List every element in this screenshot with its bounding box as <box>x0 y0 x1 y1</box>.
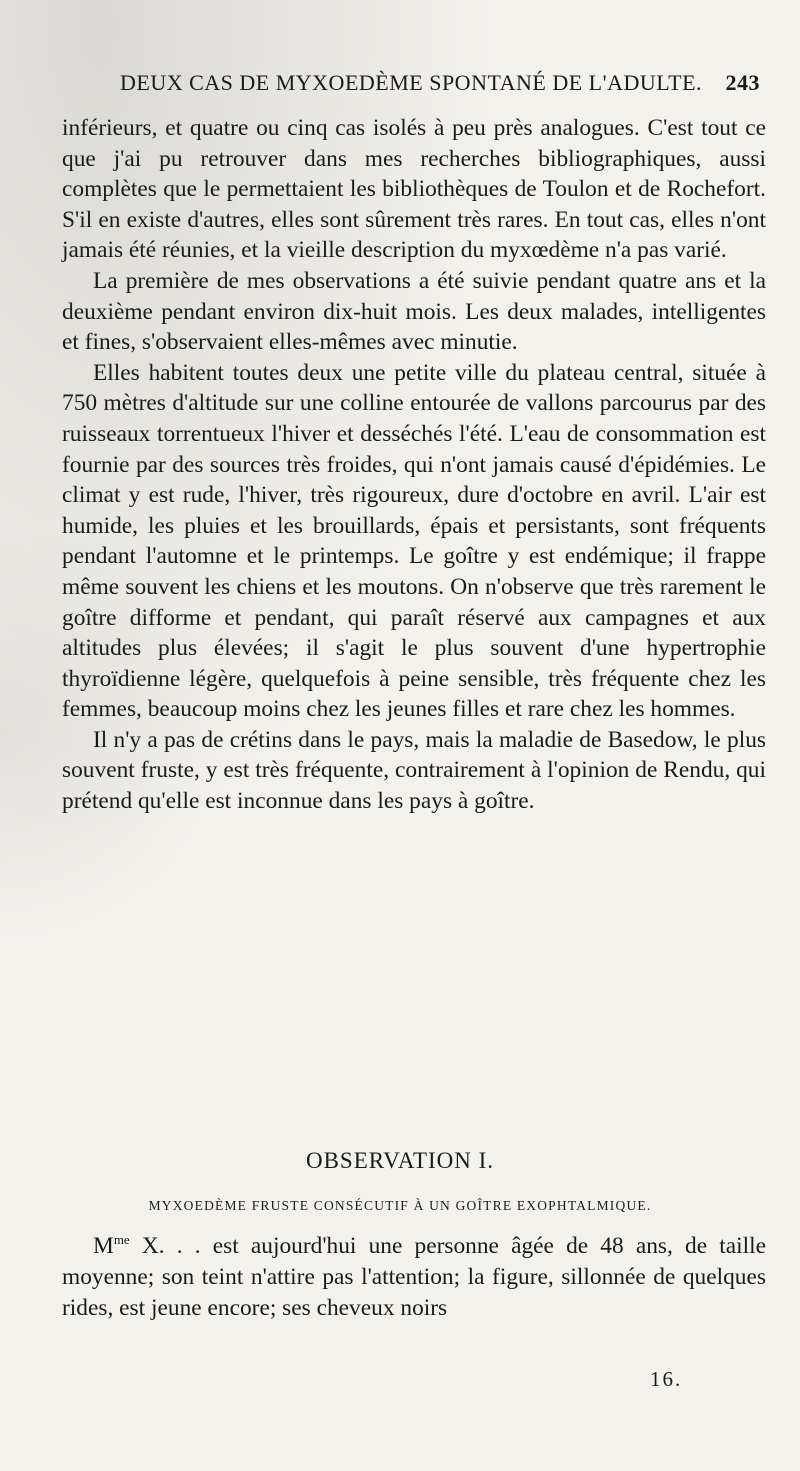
observation-subtitle: MYXOEDÈME FRUSTE CONSÉCUTIF À UN GOÎTRE EXOPHTALMIQUE. <box>148 1198 652 1213</box>
running-title: DEUX CAS DE MYXOEDÈME SPONTANÉ DE L'ADULTE. <box>120 70 703 95</box>
body-text <box>62 113 766 817</box>
paragraph: La première de mes observations a été suivie pendant quatre ans et la deuxième pendant environ dix-huit mois. Les deux malades, intelligentes et fines, s'observaient elles-mêmes avec minutie. <box>62 267 766 356</box>
paragraph: Il n'y a pas de crétins dans le pays, mais la maladie de Basedow, le plus souvent fruste, y est très fréquente, contrairement à l'opinion de Rendu, qui prétend qu'elle est inconnue dans les pays à goître. <box>62 726 766 815</box>
observation-title: OBSERVATION I. <box>305 1148 495 1173</box>
page-number: 243 <box>725 70 760 95</box>
paragraph: Elles habitent toutes deux une petite ville du plateau central, située à 750 mètres d'altitude sur une colline entourée de vallons parcourus par des ruisseaux torrentueux l'hiver et desséchés l'été. L'eau de consommation est fournie par des sources très froides, qui n'ont jamais causé d'épidémies. Le climat y est rude, l'hiver, très rigoureux, dure d'octobre en avril. L'air est humide, les pluies et les brouillards, épais et persistants, sont fréquents pendant l'automne et le printemps. Le goître y est endémique; il frappe même souvent les chiens et les moutons. On n'observe que très rarement le goître difforme et pendant, qui paraît réservé aux campagnes et aux altitudes plus élevées; il s'agit le plus souvent d'une hypertrophie thyroïdienne légère, quelquefois à peine sensible, très fréquente chez les femmes, beaucoup moins chez les jeunes filles et rare chez les hommes. <box>62 359 766 723</box>
observation-paragraph-text: X. . . est aujourd'hui une personne âgée de 48 ans, de taille moyenne; son teint n'attire pas l'attention; la figure, sillonnée de quelques rides, est jeune encore; ses cheveux noirs <box>62 1233 766 1321</box>
signature-mark: 16. <box>650 1367 683 1391</box>
honorific: M <box>93 1233 114 1259</box>
paragraph: inférieurs, et quatre ou cinq cas isolés à peu près analogues. C'est tout ce que j'ai pu retrouver dans mes recherches bibliographiques, aussi complètes que le permettaient les bibliothèques de Toulon et de Rochefort. S'il en existe d'autres, elles sont sûrement très rares. En tout cas, elles n'ont jamais été réunies, et la vieille description du myxœdème n'a pas varié. <box>62 115 766 264</box>
running-header <box>120 70 760 96</box>
observation-text <box>62 1231 766 1324</box>
honorific-superscript: me <box>113 1232 130 1247</box>
observation-paragraph <box>62 1231 766 1324</box>
